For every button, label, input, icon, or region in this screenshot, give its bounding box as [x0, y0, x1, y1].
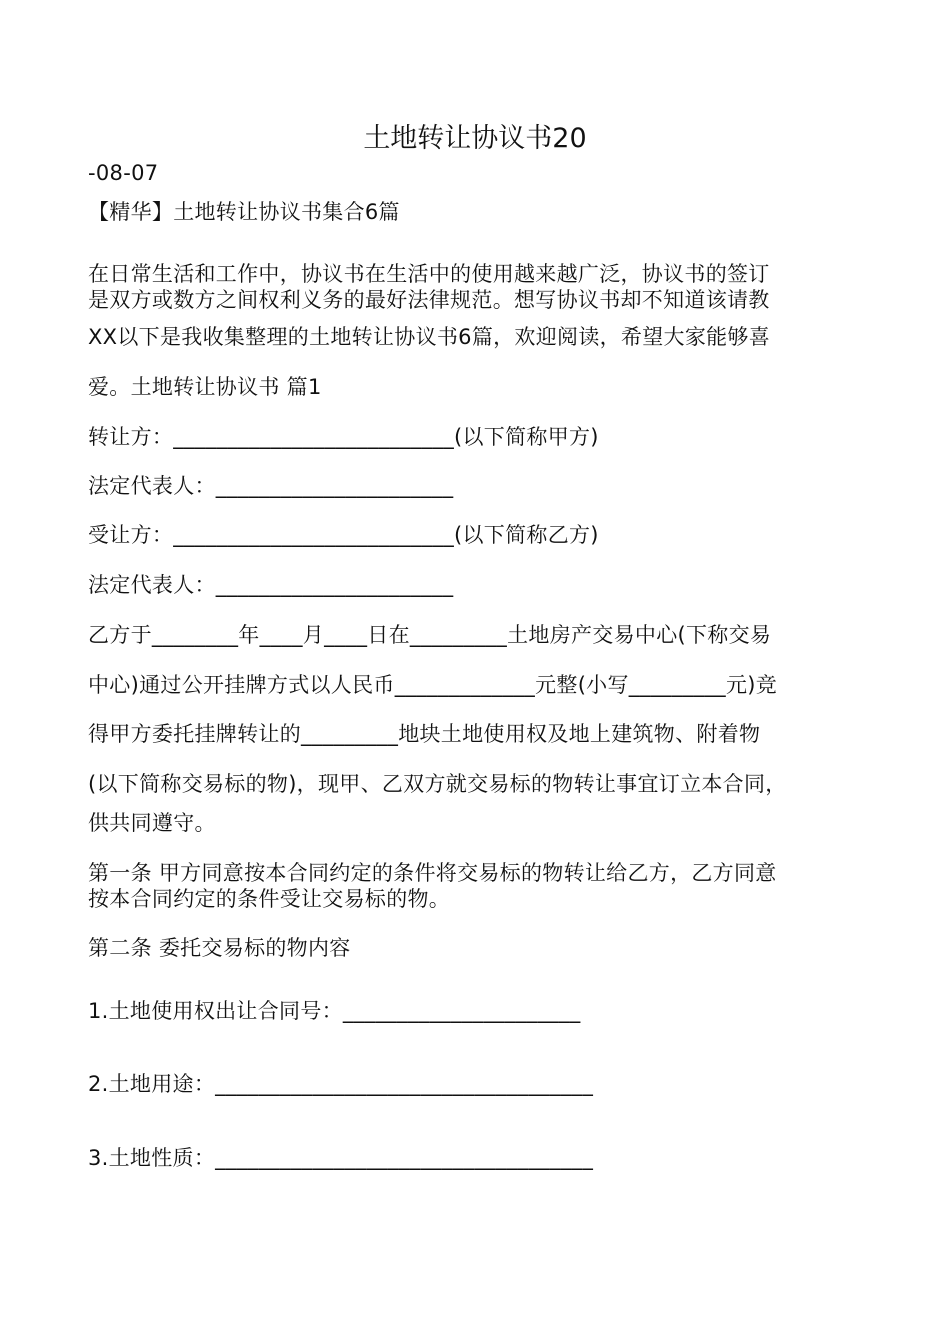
article-2-title: 第二条 委托交易标的物内容 [88, 936, 351, 960]
document-subtitle: 【精华】土地转让协议书集合6篇 [88, 200, 400, 224]
transferee-line: 受让方：__________________________(以下简称乙方) [88, 523, 599, 547]
document-title: 土地转让协议书20 [363, 123, 587, 154]
intro-line: 爱。土地转让协议书 篇1 [88, 375, 322, 399]
transferee-representative-line: 法定代表人：______________________ [88, 573, 454, 597]
clause-intro-line: 乙方于________年____月____日在_________土地房产交易中心(下称交易 [88, 623, 772, 647]
clause-intro-line: 中心)通过公开挂牌方式以人民币_____________元整(小写_________元)竞 [88, 673, 778, 697]
intro-line: 在日常生活和工作中，协议书在生活中的使用越来越广泛，协议书的签订 [88, 262, 770, 286]
clause-intro-line: 得甲方委托挂牌转让的_________地块土地使用权及地上建筑物、附着物 [88, 722, 761, 746]
transferor-representative-line: 法定代表人：______________________ [88, 474, 454, 498]
article-1-line: 第一条 甲方同意按本合同约定的条件将交易标的物转让给乙方，乙方同意 [88, 861, 777, 885]
article-1-line: 按本合同约定的条件受让交易标的物。 [88, 887, 451, 911]
item-contract-number: 1.土地使用权出让合同号：______________________ [88, 999, 581, 1023]
transferor-line: 转让方：__________________________(以下简称甲方) [88, 425, 599, 449]
item-land-use: 2.土地用途：___________________________________ [88, 1072, 594, 1096]
clause-intro-line: 供共同遵守。 [88, 811, 216, 835]
item-land-nature: 3.土地性质：___________________________________ [88, 1146, 594, 1170]
intro-line: XX以下是我收集整理的土地转让协议书6篇，欢迎阅读，希望大家能够喜 [88, 325, 771, 349]
document-date: -08-07 [88, 161, 159, 185]
intro-line: 是双方或数方之间权利义务的最好法律规范。想写协议书却不知道该请教 [88, 288, 770, 312]
clause-intro-line: (以下简称交易标的物)，现甲、乙双方就交易标的物转让事宜订立本合同， [88, 772, 787, 796]
